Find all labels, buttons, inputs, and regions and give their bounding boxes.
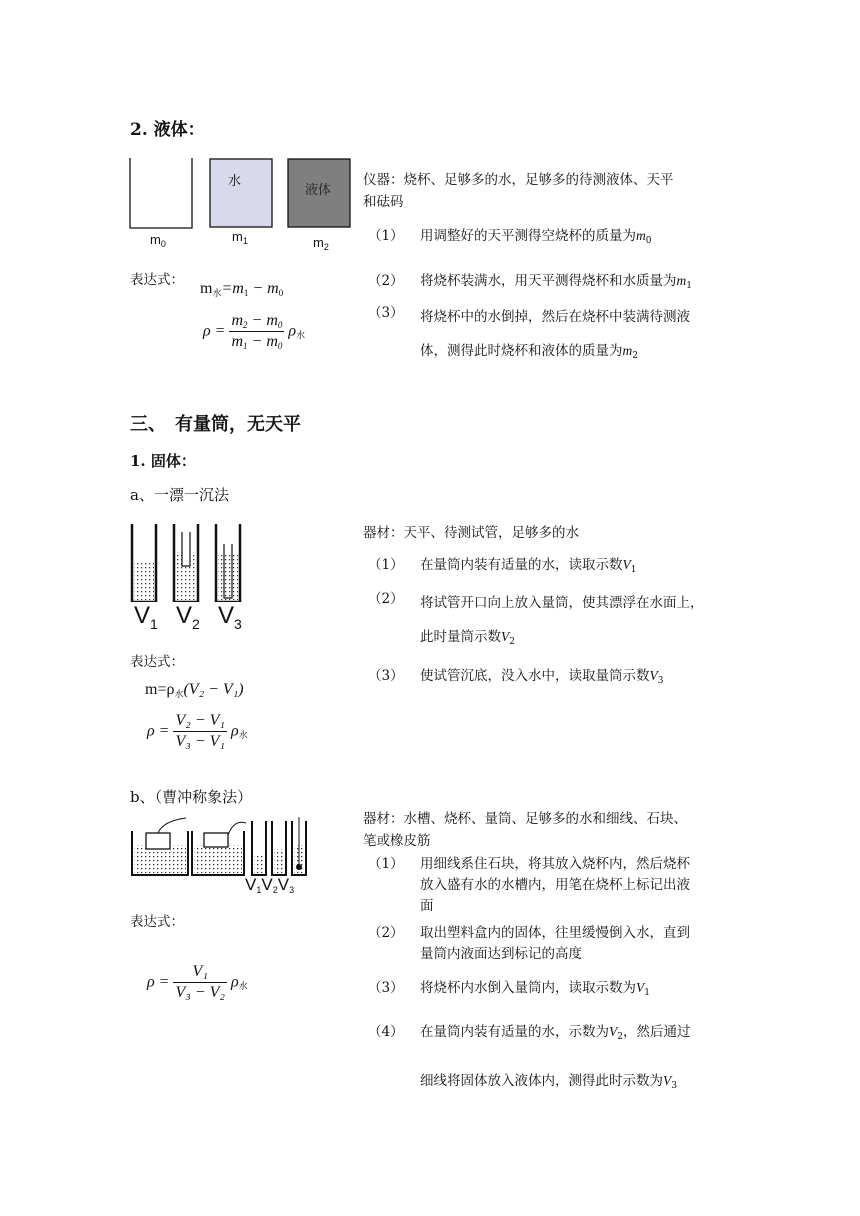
subsection-title-solid: 1. 固体： [130, 452, 196, 470]
method-b-eq-density: ρ = $\frac{\text{V₁}}{\text{V₃ − V₂}}$ $\rho_水$ [147, 963, 248, 1001]
cylinders-diagram [128, 522, 258, 602]
liquid-eq-mass: $m_水=m_1 - m_0$ [200, 280, 284, 298]
liquid-expr-label: 表达式： [130, 272, 184, 288]
float-sink-figure [128, 522, 258, 632]
liquid-step-3: （3） 将烧杯中的水倒掉，然后在烧杯中装满待测液 体，测得此时烧杯和液体的质量为$m_2$ [368, 305, 690, 361]
section-title-graduated-cylinder: 三、 有量筒，无天平 [130, 414, 301, 435]
method-a-step-2: （2） 将试管开口向上放入量筒，使其漂浮在水面上， 此时量筒示数$V_2$ [368, 591, 704, 647]
method-a-eq-density: ρ = $\frac{\text{V₂ − V₁}}{\text{V₃ − V₁}}$ $\rho_水$ [147, 712, 248, 750]
liquid-equipment: 仪器：烧杯、足够多的水，足够多的待测液体、天平 和砝码 [363, 172, 674, 210]
label-v2: $V_2$ [176, 602, 200, 632]
caption-m0: $m_0$ [150, 232, 166, 249]
caption-m1: $m_1$ [232, 229, 248, 246]
method-a-eq-mass: $m=\rho_水(V_2 - V_1)$ [145, 681, 244, 699]
method-b-step-4: （4） 在量筒内装有适量的水，示数为$V_2$，然后通过 细线将固体放入液体内，测得此时示数为$V_3$ [368, 1024, 691, 1091]
box-water-label: 水 [228, 173, 242, 188]
method-b-title: b、（曹冲称象法） [130, 788, 253, 806]
section-title-liquid: 2. 液体： [130, 120, 205, 140]
label-v1-v2-v3: $V_1V_2V_3$ [245, 875, 295, 895]
tank-cylinders-diagram [128, 815, 308, 877]
box-liquid-label: 液体 [305, 182, 332, 197]
method-a-title: a、一漂一沉法 [130, 486, 229, 504]
method-b-expr-label: 表达式： [130, 914, 184, 930]
method-b-equipment: 器材：水槽、烧杯、量筒、足够多的水和细线、石块、 笔或橡皮筋 [363, 811, 687, 849]
caption-m2: $m_2$ [313, 235, 329, 252]
method-a-expr-label: 表达式： [130, 654, 184, 670]
method-a-equipment: 器材：天平、待测试管，足够多的水 [363, 525, 579, 541]
label-v1: $V_1$ [134, 602, 158, 632]
liquid-eq-density: ρ = $\frac{m_2 - m_0}{m_1 - m_0}$ $\rho_水$ [203, 312, 306, 351]
label-v3: $V_3$ [218, 602, 242, 632]
cao-chong-figure [128, 815, 308, 895]
method-b-step-2: （2） 取出塑料盒内的固体，往里缓慢倒入水，直到 量筒内液面达到标记的高度 [368, 925, 690, 962]
method-b-step-1: （1） 用细线系住石块，将其放入烧杯内，然后烧杯 放入盛有水的水槽内，用笔在烧杯上标记出液 面 [368, 856, 690, 914]
